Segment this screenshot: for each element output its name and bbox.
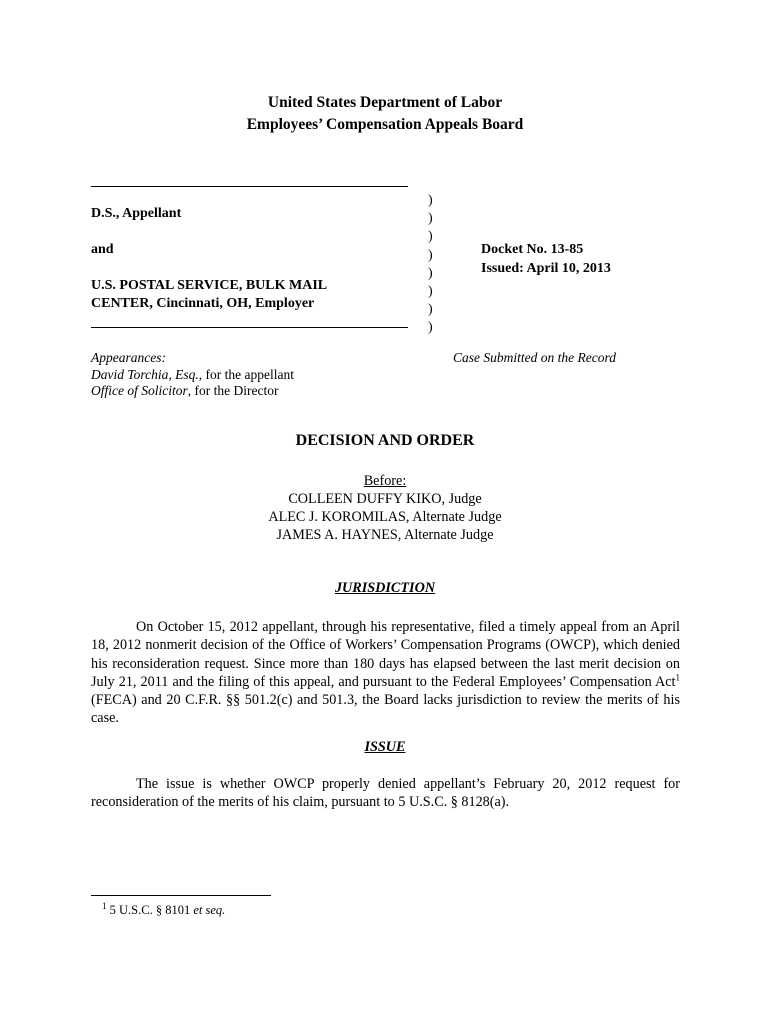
caption-and: and: [91, 242, 114, 257]
caption-paren: ): [428, 265, 433, 281]
caption-paren: ): [428, 211, 433, 227]
docket-number: Docket No. 13-85: [481, 242, 584, 257]
appellant-name: D.S., Appellant: [91, 206, 182, 221]
caption-parens: [428, 192, 433, 338]
appellant-counsel: David Torchia, Esq.: [91, 367, 199, 382]
issue-heading-text: ISSUE: [364, 739, 406, 755]
appearances-label: Appearances:: [91, 350, 166, 365]
jurisdiction-heading-text: JURISDICTION: [334, 580, 436, 596]
director-counsel: Office of Solicitor: [91, 383, 188, 398]
caption-top-rule: [91, 186, 408, 187]
footnote-rule: [91, 895, 271, 896]
appellant-counsel-role: , for the appellant: [198, 367, 294, 382]
employer-line-2: CENTER, Cincinnati, OH, Employer: [91, 296, 315, 311]
judge-2: ALEC J. KOROMILAS, Alternate Judge: [268, 509, 502, 525]
before-label: [0, 472, 770, 490]
footnote-ref: 1: [675, 672, 680, 683]
jurisdiction-text-1: On October 15, 2012 appellant, through his representative, filed a timely appeal from an April 18, 2012 nonmerit decision of the Office of Workers’ Compensation Programs (OWCP), which denied his reconsideration request. Since more than 180 days has elapsed between the last merit decision on July 21, 2011 and the filing of this appeal, and pursuant to the Federal Employees’ Compensation Act: [91, 619, 680, 690]
jurisdiction-paragraph: [91, 618, 680, 728]
jurisdiction-heading: [0, 580, 770, 597]
before-text: Before:: [363, 473, 407, 489]
caption-paren: ): [428, 283, 433, 299]
judge-1: COLLEEN DUFFY KIKO, Judge: [288, 491, 482, 507]
director-counsel-role: , for the Director: [187, 383, 279, 398]
employer-line-1: U.S. POSTAL SERVICE, BULK MAIL: [91, 278, 328, 293]
caption-paren: ): [428, 229, 433, 245]
case-submitted: Case Submitted on the Record: [453, 350, 616, 365]
footnote-italic: et seq.: [193, 903, 226, 917]
judge-3: JAMES A. HAYNES, Alternate Judge: [276, 527, 494, 543]
caption-paren: ): [428, 302, 433, 318]
caption-paren: ): [428, 193, 433, 208]
caption-paren: ): [428, 320, 433, 336]
footnote: [102, 900, 226, 918]
appearance-director: [91, 382, 278, 399]
issued-date: Issued: April 10, 2013: [481, 261, 611, 276]
jurisdiction-text-2: (FECA) and 20 C.F.R. §§ 501.2(c) and 501.3, the Board lacks jurisdiction to review the merits of his case.: [91, 692, 680, 727]
decision-title: DECISION AND ORDER: [295, 432, 475, 449]
caption-bottom-rule: [91, 327, 408, 328]
footnote-text: 5 U.S.C. § 8101: [106, 903, 194, 917]
issue-heading: [0, 739, 770, 756]
board-title: Employees’ Compensation Appeals Board: [246, 116, 524, 133]
issue-paragraph: The issue is whether OWCP properly denied appellant’s February 20, 2012 request for reconsideration of the merits of his claim, pursuant to 5 U.S.C. § 8128(a).: [91, 776, 680, 811]
appearance-appellant: [91, 366, 294, 383]
footnote-marker: 1: [102, 900, 107, 911]
caption-paren: ): [428, 247, 433, 263]
agency-title: United States Department of Labor: [267, 94, 503, 111]
